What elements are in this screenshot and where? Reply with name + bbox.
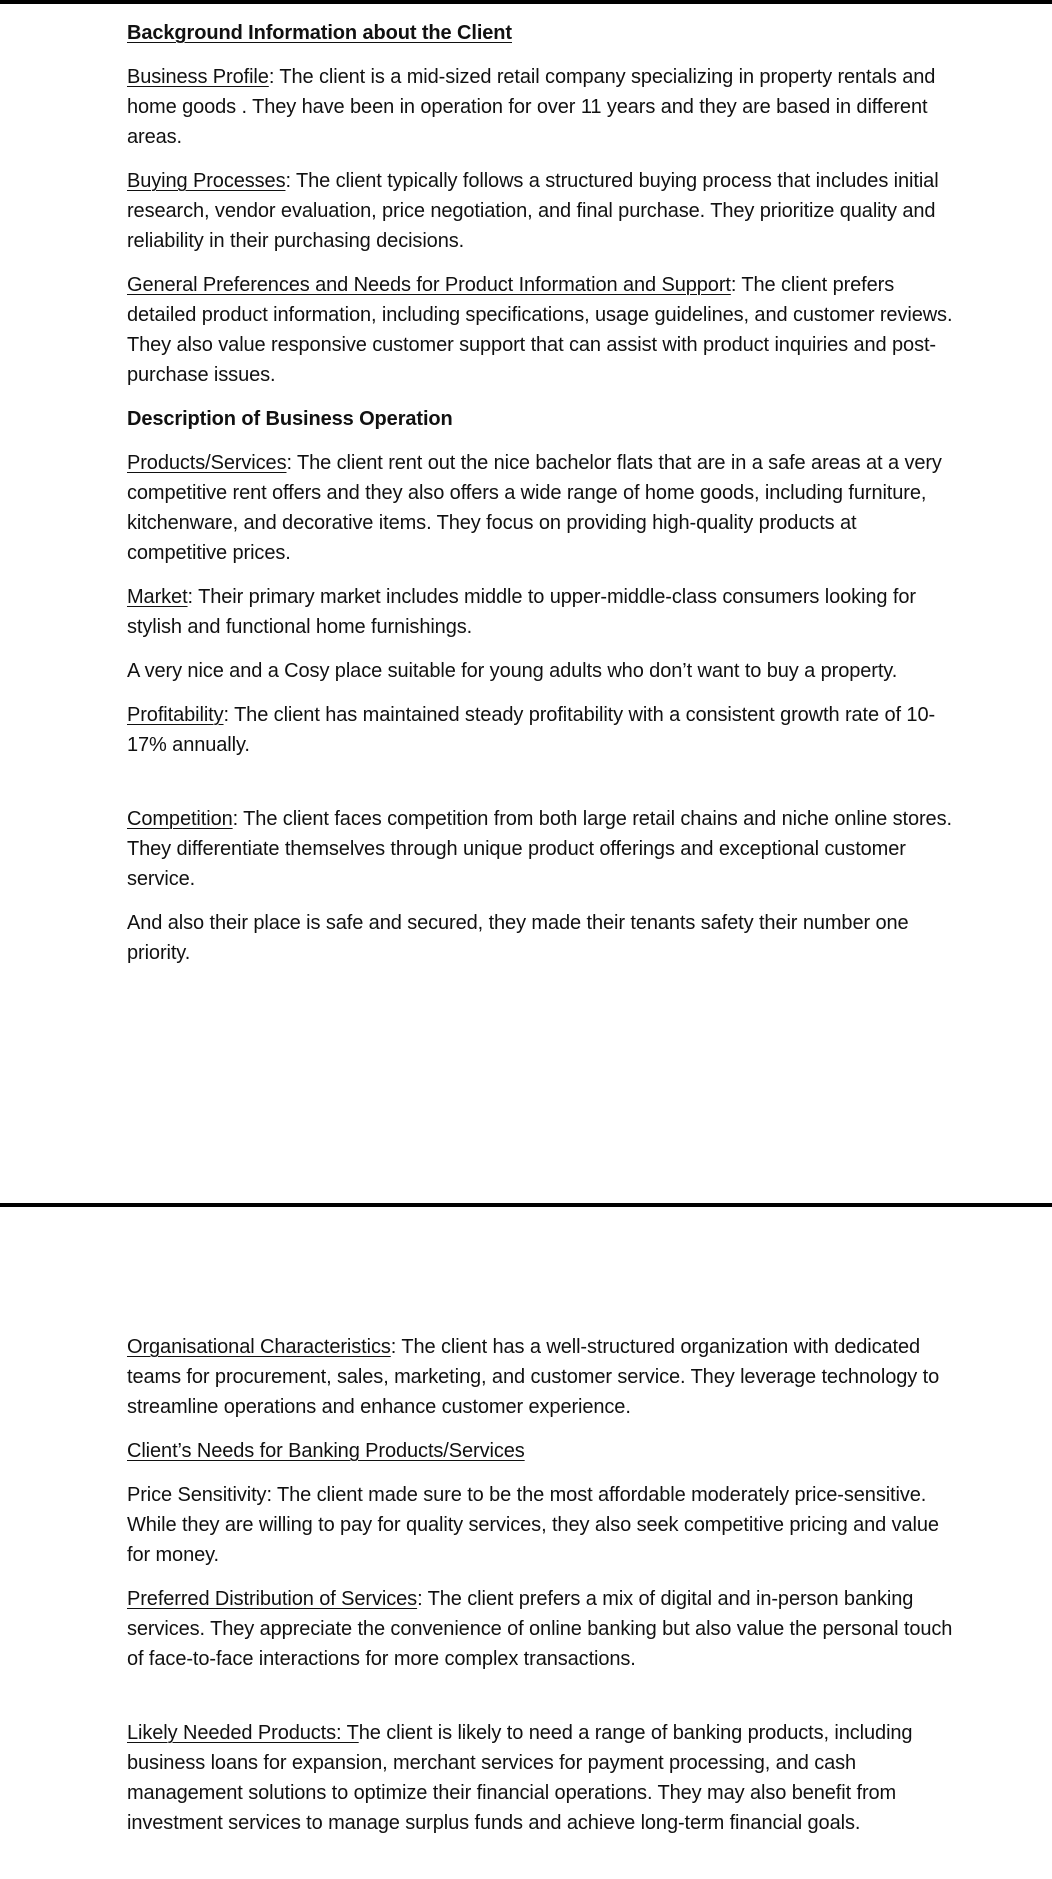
page-top-border [0, 0, 1052, 4]
document-page-2 [127, 1332, 957, 1852]
heading-operation [127, 404, 957, 434]
heading-background [127, 18, 957, 48]
text-organisational: : The client has a well-structured organization with dedicated teams for procurement, sales, marketing, and customer service. They leverage technology to streamline operations and enhance customer experience. [127, 1336, 940, 1418]
paragraph-preferred-distribution [127, 1584, 957, 1674]
heading-background-text: Background Information about the Client [127, 22, 512, 44]
label-competition: Competition [127, 808, 233, 830]
paragraph-buying-processes [127, 166, 957, 256]
text-likely-needed: he client is likely to need a range of banking products, including business loans for expansion, merchant services for payment processing, and cash management solutions to optimize their financial operations. They may also benefit from investment services to manage surplus funds and achieve long-term financial goals. [127, 1722, 913, 1834]
paragraph-price-sensitivity: Price Sensitivity: The client made sure to be the most affordable moderately price-sensitive. While they are willing to pay for quality services, they also seek competitive pricing and value for money. [127, 1484, 939, 1566]
label-buying-processes: Buying Processes [127, 170, 286, 192]
paragraph-market [127, 582, 957, 642]
text-profitability: : The client has maintained steady profitability with a consistent growth rate of 10-17% annually. [127, 704, 936, 756]
paragraph-products-services [127, 448, 957, 568]
text-products-services: : The client rent out the nice bachelor flats that are in a safe areas at a very competitive rent offers and they also offers a wide range of home goods, including furniture, kitchenware, and decorative items. They focus on providing high-quality products at competitive prices. [127, 452, 942, 564]
label-preferred-distribution: Preferred Distribution of Services [127, 1588, 418, 1610]
text-business-profile: : The client is a mid-sized retail company specializing in property rentals and home goods . They have been in operation for over 11 years and they are based in different areas. [127, 66, 936, 148]
paragraph-safety: And also their place is safe and secured, they made their tenants safety their number one priority. [127, 912, 909, 964]
paragraph-business-profile [127, 62, 957, 152]
label-products-services: Products/Services [127, 452, 287, 474]
paragraph-general-preferences [127, 270, 957, 390]
label-business-profile: Business Profile [127, 66, 269, 88]
heading-banking-needs [127, 1436, 957, 1466]
paragraph-likely-needed [127, 1718, 957, 1838]
label-likely-needed: Likely Needed Products: T [127, 1722, 359, 1744]
text-competition: : The client faces competition from both large retail chains and niche online stores. They differentiate themselves through unique product offerings and exceptional customer service. [127, 808, 952, 890]
text-buying-processes: : The client typically follows a structured buying process that includes initial research, vendor evaluation, price negotiation, and final purchase. They prioritize quality and reliability in their purchasing decisions. [127, 170, 939, 252]
paragraph-profitability [127, 700, 957, 760]
label-general-preferences: General Preferences and Needs for Product Information and Support [127, 274, 731, 296]
label-profitability: Profitability [127, 704, 224, 726]
text-preferred-distribution: : The client prefers a mix of digital and in-person banking services. They appreciate the convenience of online banking but also value the personal touch of face-to-face interactions for more complex transactions. [127, 1588, 953, 1670]
paragraph-cosy-place: A very nice and a Cosy place suitable for young adults who don’t want to buy a property. [127, 660, 898, 682]
paragraph-competition [127, 804, 957, 894]
document-page-1 [127, 18, 957, 982]
label-market: Market [127, 586, 188, 608]
page-break-divider [0, 1203, 1052, 1207]
text-market: : Their primary market includes middle to upper-middle-class consumers looking for stylish and functional home furnishings. [127, 586, 916, 638]
label-organisational: Organisational Characteristics [127, 1336, 391, 1358]
heading-operation-text: Description of Business Operation [127, 408, 453, 430]
text-general-preferences: : The client prefers detailed product information, including specifications, usage guidelines, and customer reviews. They also value responsive customer support that can assist with product inquiries and post-purchase issues. [127, 274, 953, 386]
heading-banking-needs-text: Client’s Needs for Banking Products/Services [127, 1440, 525, 1462]
paragraph-organisational [127, 1332, 957, 1422]
